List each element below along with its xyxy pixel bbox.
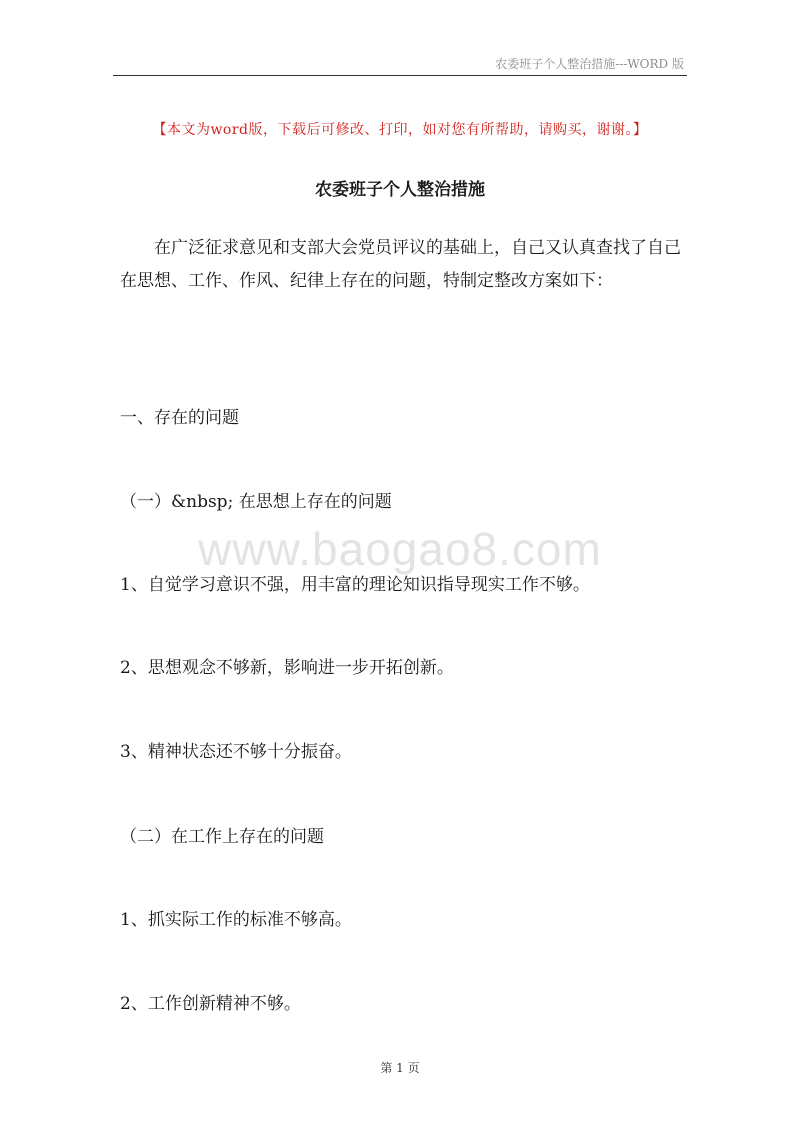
intro-paragraph: 在广泛征求意见和支部大会党员评议的基础上，自己又认真查找了自己在思想、工作、作风、纪律上存在的问题，特制定整改方案如下： — [120, 238, 681, 291]
page-number: 第 1 页 — [380, 1061, 420, 1075]
list-item: 2、思想观念不够新，影响进一步开拓创新。 — [120, 658, 454, 678]
subsection-heading-thought: （一）&nbsp; 在思想上存在的问题 — [120, 492, 392, 512]
list-item: 3、精神状态还不够十分振奋。 — [120, 742, 352, 762]
subsection-heading-work: （二）在工作上存在的问题 — [120, 827, 324, 847]
running-title: 农委班子个人整治措施---WORD 版 — [495, 57, 684, 71]
list-item: 1、抓实际工作的标准不够高。 — [120, 910, 352, 930]
list-item: 1、自觉学习意识不强，用丰富的理论知识指导现实工作不够。 — [120, 575, 590, 595]
watermark: www.baogao8.com — [198, 523, 602, 575]
purchase-notice: 【本文为word版，下载后可修改、打印，如对您有所帮助，请购买，谢谢。】 — [152, 122, 648, 138]
document-title: 农委班子个人整治措施 — [315, 180, 485, 200]
list-item: 2、工作创新精神不够。 — [120, 994, 301, 1014]
header-divider — [113, 75, 687, 76]
section-heading-problems: 一、存在的问题 — [120, 408, 239, 428]
